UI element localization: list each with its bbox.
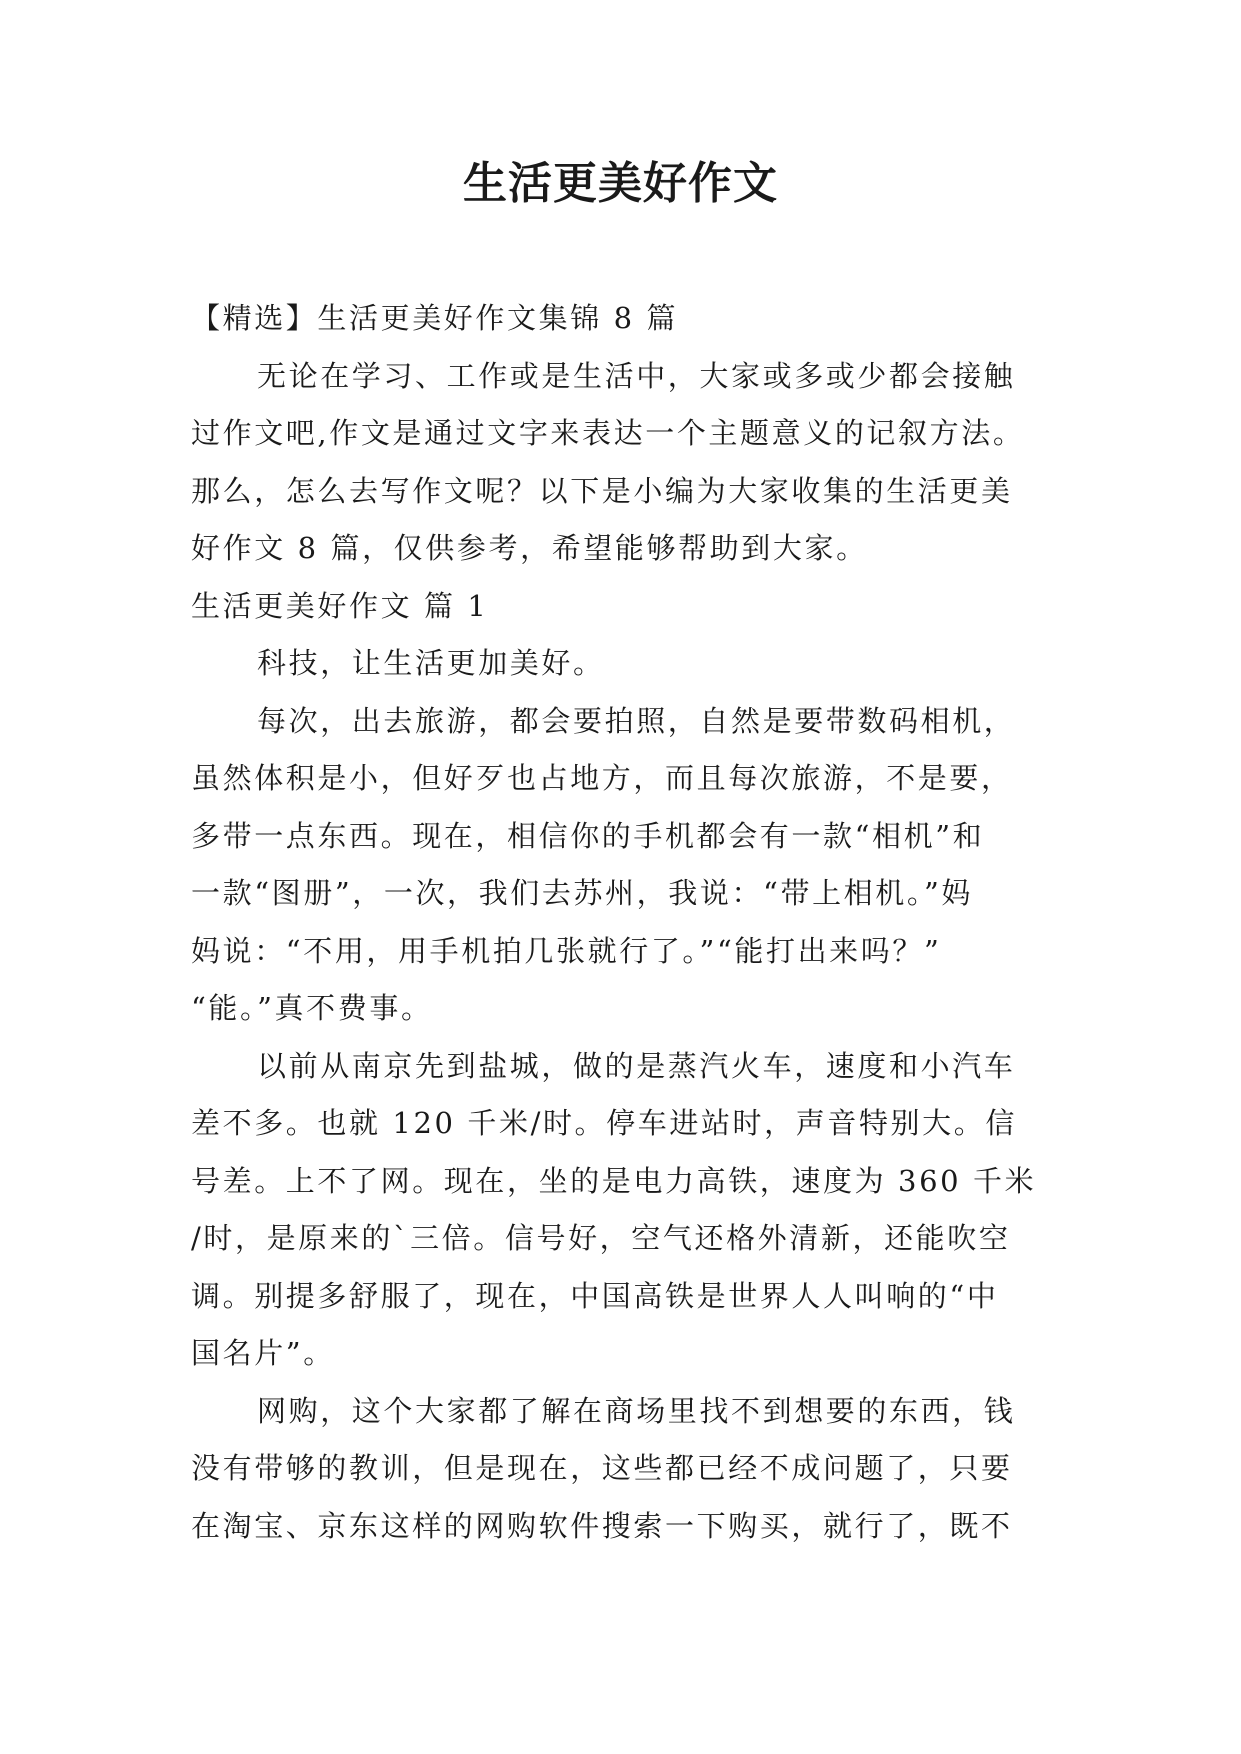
text-line: /时，是原来的`三倍。信号好，空气还格外清新，还能吹空 [191, 1221, 1011, 1255]
text-line: 一款“图册”，一次，我们去苏州，我说：“带上相机。”妈 [191, 876, 974, 910]
text-line: 无论在学习、工作或是生活中，大家或多或少都会接触 [257, 358, 1016, 393]
document-title: 生活更美好作文 [463, 158, 778, 209]
text-line: 生活更美好作文 篇 1 [191, 588, 489, 623]
text-line: 网购，这个大家都了解在商场里找不到想要的东西，钱 [257, 1393, 1016, 1428]
text-line: “能。”真不费事。 [191, 991, 433, 1025]
text-line: 每次，出去旅游，都会要拍照，自然是要带数码相机， [257, 703, 1016, 738]
text-line: 那么，怎么去写作文呢？以下是小编为大家收集的生活更美 [191, 473, 1013, 508]
text-line: 多带一点东西。现在，相信你的手机都会有一款“相机”和 [191, 818, 985, 853]
text-line: 好作文 8 篇，仅供参考，希望能够帮助到大家。 [191, 531, 868, 565]
text-line: 以前从南京先到盐城，做的是蒸汽火车，速度和小汽车 [257, 1048, 1016, 1083]
text-line: 妈说：“不用，用手机拍几张就行了。”“能打出来吗？” [191, 933, 942, 968]
text-line: 调。别提多舒服了，现在，中国高铁是世界人人叫响的“中 [191, 1278, 999, 1313]
text-line: 国名片”。 [191, 1336, 335, 1370]
text-line: 在淘宝、京东这样的网购软件搜索一下购买，就行了，既不 [191, 1508, 1013, 1543]
text-line: 没有带够的教训，但是现在，这些都已经不成问题了，只要 [191, 1451, 1013, 1485]
document-body [191, 290, 1049, 1555]
text-line: 差不多。也就 120 千米/时。停车进站时，声音特别大。信 [191, 1106, 1017, 1140]
text-line: 过作文吧,作文是通过文字来表达一个主题意义的记叙方法。 [191, 416, 1025, 450]
text-line: 【精选】生活更美好作文集锦 8 篇 [191, 301, 679, 335]
text-line: 虽然体积是小，但好歹也占地方，而且每次旅游，不是要， [191, 761, 1013, 795]
text-line: 科技，让生活更加美好。 [257, 646, 605, 680]
text-line: 号差。上不了网。现在，坐的是电力高铁，速度为 360 千米 [191, 1163, 1037, 1198]
